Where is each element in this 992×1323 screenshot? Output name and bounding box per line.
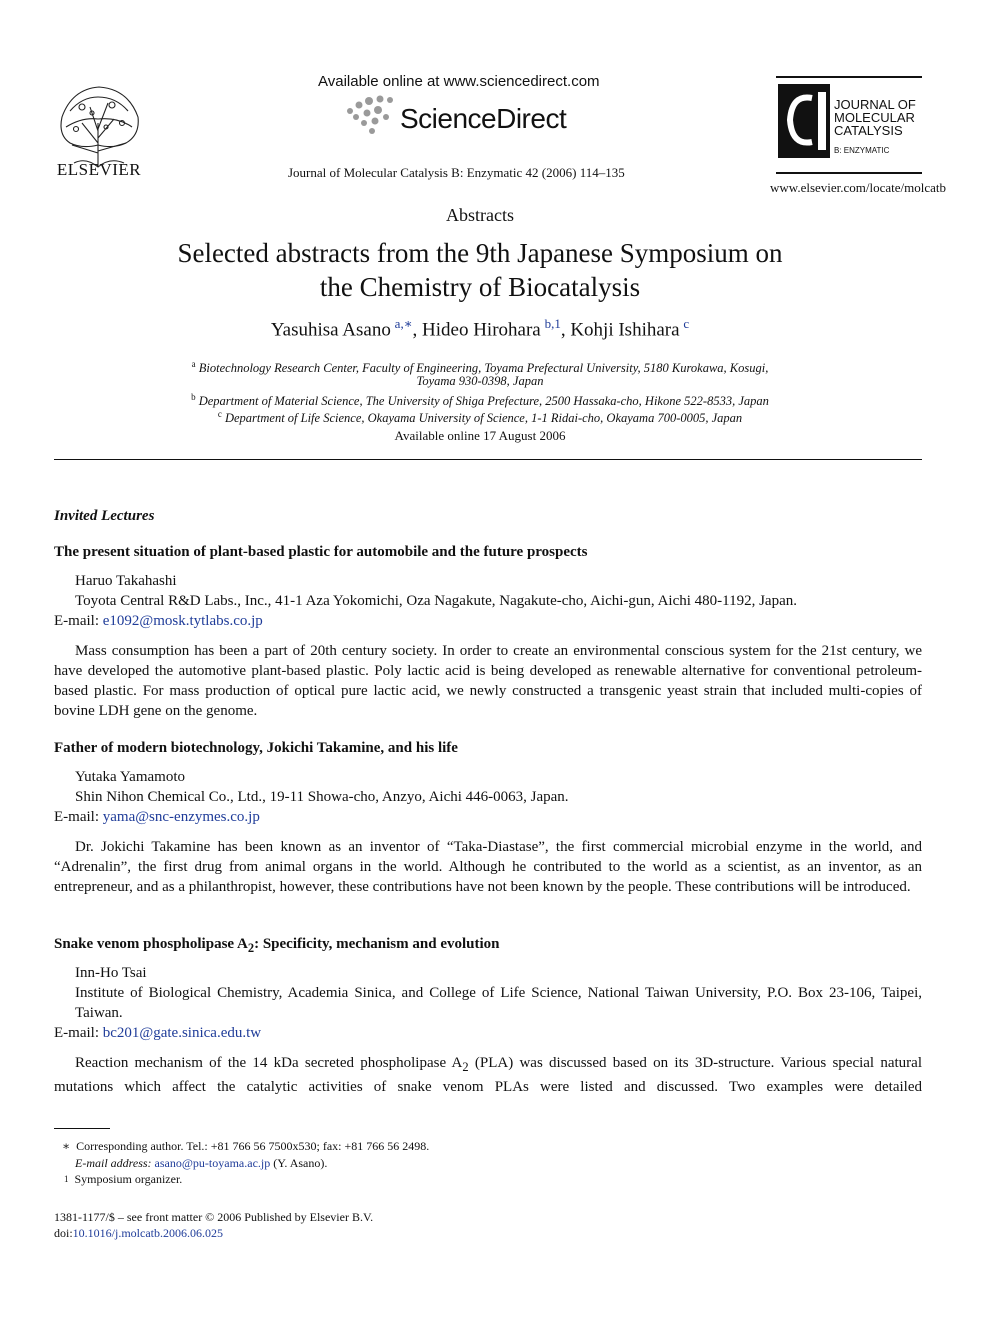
footnote-email [75,1155,327,1172]
lecture-title-text: Snake venom phospholipase A [54,936,248,952]
journal-logo-subtitle: B: ENZYMATIC [834,146,890,155]
sciencedirect-logo-text: ScienceDirect [400,103,567,134]
author-affiliation-mark[interactable]: a,∗ [394,316,413,331]
author-name: Hideo Hirohara [422,319,541,341]
subscript: 2 [247,941,255,955]
lecture-title: Father of modern biotechnology, Jokichi Takamine, and his life [54,740,458,756]
journal-logo-title [834,98,916,137]
available-online-url[interactable]: Available online at www.sciencedirect.com [318,73,600,90]
lecture-email [54,611,922,631]
lecture-affiliation: Toyota Central R&D Labs., Inc., 41-1 Aza Yokomichi, Oza Nagakute, Nagakute-cho, Aichi-gun, Aichi 480-1192, Japan. [75,593,797,609]
journal-logo-title-line: CATALYSIS [834,123,903,138]
affiliation-mark: a [191,359,196,369]
email-link[interactable]: yama@snc-enzymes.co.jp [102,809,260,825]
footnote-corresponding [62,1138,429,1155]
abstract-text: Reaction mechanism of the 14 kDa secreted phospholipase A [75,1055,463,1071]
affiliation-text: Department of Material Science, The University of Shiga Prefecture, 2500 Hassaka-cho, Hikone 522-8533, Japan [198,394,769,409]
email-link[interactable]: e1092@mosk.tytlabs.co.jp [102,613,263,629]
lecture-title [54,934,922,958]
lecture-title: The present situation of plant-based plastic for automobile and the future prospects [54,544,588,560]
lecture-abstract [54,1053,922,1097]
affiliation-mark: c [217,409,222,419]
lecture-author: Inn-Ho Tsai [75,965,147,981]
lecture-abstract: Mass consumption has been a part of 20th century society. In order to create an environmental conscious system for the 21st century, we have developed the automotive plant-based plastic. Poly lactic acid is being developed as renewable alternative for conventional petroleum-based plastic. For mass production of optical pure lactic acid, we newly constructed a transgenic yeast strain that included multi-copies of bovine LDH gene on the genome. [54,643,922,719]
affiliation-mark: b [191,392,196,402]
affiliation-a-cont: Toyama 930-0398, Japan [416,374,544,388]
copyright-line: 1381-1177/$ – see front matter © 2006 Published by Elsevier B.V. [54,1210,374,1224]
lecture-email [54,807,922,827]
available-online-date: Available online 17 August 2006 [394,428,566,443]
lecture-author: Yutaka Yamamoto [75,769,185,785]
footnote-text: Corresponding author. Tel.: +81 766 56 7500x530; fax: +81 766 56 2498. [76,1139,430,1153]
author-affiliation-mark[interactable]: c [683,316,690,331]
doi-label: doi: [54,1226,73,1240]
email-link[interactable]: bc201@gate.sinica.edu.tw [102,1025,262,1041]
affiliation-text: Biotechnology Research Center, Faculty of Engineering, Toyama Prefectural University, 5180 Kurokawa, Kosugi, [198,361,769,376]
lecture-title-text: : Specificity, mechanism and evolution [254,936,500,952]
email-label: E-mail: [54,809,99,825]
email-link[interactable]: asano@pu-toyama.ac.jp [154,1156,271,1170]
author-name: Kohji Ishihara [570,319,680,341]
doi-link[interactable]: 10.1016/j.molcatb.2006.06.025 [72,1226,223,1240]
journal-logo-bottom-rule [776,172,922,174]
author-name: Yasuhisa Asano [270,319,391,341]
doi-line [54,1225,223,1242]
footnote-text: (Y. Asano). [273,1156,328,1170]
footnote-rule [54,1128,110,1129]
journal-logo-title-line: MOLECULAR [834,110,915,125]
lecture-affiliation-text: Institute of Biological Chemistry, Academia Sinica, and College of Life Science, National Taiwan University, P.O. Box 23-106, Taipei, Taiwan. [75,985,922,1021]
affiliation-text: Department of Life Science, Okayama University of Science, 1-1 Ridai-cho, Okayama 700-0005, Japan [224,411,743,426]
email-label: E-mail: [54,1025,99,1041]
lecture-abstract: Dr. Jokichi Takamine has been known as an inventor of “Taka-Diastase”, the first commercial microbial enzyme in the world, and “Adrenalin”, the first drug from animal organs in the world. Although he contributed to the world as a scientist, as an inventor, as an entrepreneur, and as a philanthropist, however, these contributions have not been known by the people. These contributions will be introduced. [54,839,922,895]
section-heading: Invited Lectures [54,508,155,524]
footnote-email-label: E-mail address: [75,1156,152,1170]
journal-url[interactable]: www.elsevier.com/locate/molcatb [770,180,947,195]
footnote-text: Symposium organizer. [74,1172,183,1186]
publisher-name: ELSEVIER [56,160,142,179]
affiliation-c [0,406,976,427]
footnote-mark: 1 [64,1174,69,1184]
subscript: 2 [462,1060,469,1074]
footnote-mark: ∗ [62,1139,71,1153]
journal-logo-top-rule [776,76,922,78]
article-title-line: the Chemistry of Biocatalysis [319,272,641,302]
footnote-organizer [64,1171,182,1188]
email-label: E-mail: [54,613,99,629]
journal-citation: Journal of Molecular Catalysis B: Enzymatic 42 (2006) 114–135 [288,165,625,180]
journal-c-logo-icon [778,84,830,158]
lecture-author: Haruo Takahashi [75,573,177,589]
lecture-email [54,1023,922,1043]
header-divider [54,459,922,460]
author-list: Yasuhisa Asano $^{a,∗}$, Hideo Hirohara $^{b,1}$, Kohji Ishihara $^c$ [270,316,690,341]
journal-logo-title-line: JOURNAL OF [834,97,916,112]
lecture-affiliation: Shin Nihon Chemical Co., Ltd., 19-11 Showa-cho, Anzyo, Aichi 446-0063, Japan. [75,789,569,805]
article-title [0,236,976,304]
section-label: Abstracts [446,205,514,225]
author-affiliation-mark[interactable]: b,1 [544,316,561,331]
lecture-affiliation [54,983,943,1023]
article-title-line: Selected abstracts from the 9th Japanese Symposium on [177,238,783,268]
abstract-text: (PLA) was discussed based on its 3D-structure. Various special natural mutations which affect the catalytic activities of snake venom PLAs were listed and discussed. Two examples were detailed [54,1055,922,1095]
